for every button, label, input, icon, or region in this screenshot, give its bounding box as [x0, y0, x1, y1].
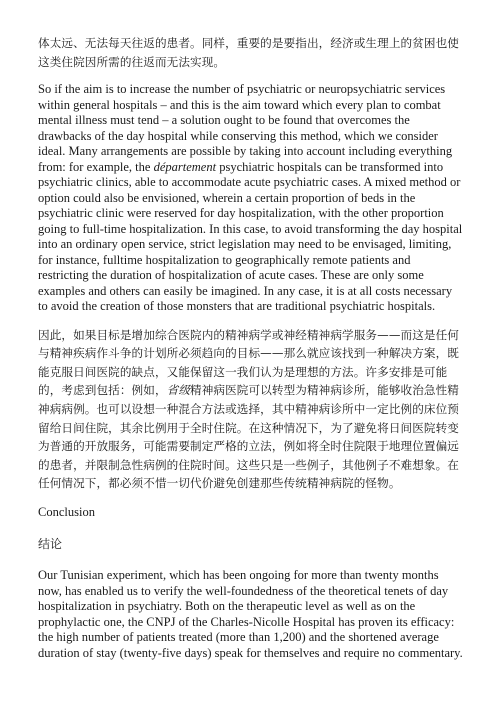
en-main-italic-term: département [153, 159, 217, 174]
document-page [38, 34, 464, 661]
conclusion-heading-zh: 结论 [38, 537, 63, 552]
en-main-text-start: So if the aim is to increase the number of psychiatric or neuropsychiatric services within general hospitals – and this is the aim toward which every plan to combat mental illness must tend – a solution ought to be found that overcomes the drawbacks of the day hospital while conserving this method, which we consider ideal. Many arrangements are possible by taking into account including everything from: for example, the [38, 82, 453, 174]
zh-main-italic-term: 省级 [166, 383, 191, 398]
zh-main-text-start: 因此，如果目标是增加综合医院内的精神病学或神经精神病学服务——而这是任何与精神疾病作斗争的计划所必须趋向的目标——那么就应该找到一种解决方案，既能克服日间医院的缺点，又能保留这一我们认为是理想的方法。许多安排是可能的，考虑到包括：例如， [38, 327, 459, 398]
en-main-paragraph [38, 82, 464, 315]
zh-top-paragraph: 体太远、无法每天往返的患者。同样，重要的是要指出，经济或生理上的贫困也使这类住院因所需的往返而无法实现。 [38, 36, 459, 69]
en-conclusion-paragraph: Our Tunisian experiment, which has been ongoing for more than twenty months now, has enabled us to verify the well-foundedness of the theoretical tenets of day hospitalization in psychiatry. Both on the therapeutic level as well as on the prophylactic one, the CNPJ of the Charles-Nicolle Hospital has proven its efficacy: the high number of patients treated (more than 1,200) and the shortened average duration of stay (twenty-five days) speak for themselves and require no commentary. [38, 568, 463, 660]
zh-main-text-end: 精神病医院可以转型为精神病诊所，能够收治急性精神病病例。也可以设想一种混合方法或选择，其中精神病诊所中一定比例的床位预留给日间住院，其余比例用于全时住院。在这种情况下，为了避免将日间医院转变为普通的开放服务，可能需要制定严格的立法，例如将全时住院限于地理位置偏远的患者，并限制急性病例的住院时间。这些只是一些例子，其他例子不难想象。在任何情况下，都必须不惜一切代价避免创建那些传统精神病院的怪物。 [38, 383, 459, 491]
zh-main-paragraph [38, 326, 464, 493]
en-main-text-end: psychiatric hospitals can be transformed into psychiatric clinics, able to accommodate acute psychiatric cases. A mixed method or option could also be envisioned, wherein a certain proportion of beds in the psychiatric clinic were reserved for day hospitalization, with the other proportion going to full-time hospitalization. In this case, to avoid transforming the day hospital into an ordinary open service, strict legislation may need to be envisaged, limiting, for instance, fulltime hospitalization to geographically remote patients and restricting the duration of hospitalization of acute cases. These are only some examples and others can easily be imagined. In any case, it is at all costs necessary to avoid the creation of those monsters that are traditional psychiatric hospitals. [38, 159, 463, 314]
conclusion-heading-en: Conclusion [38, 505, 95, 520]
